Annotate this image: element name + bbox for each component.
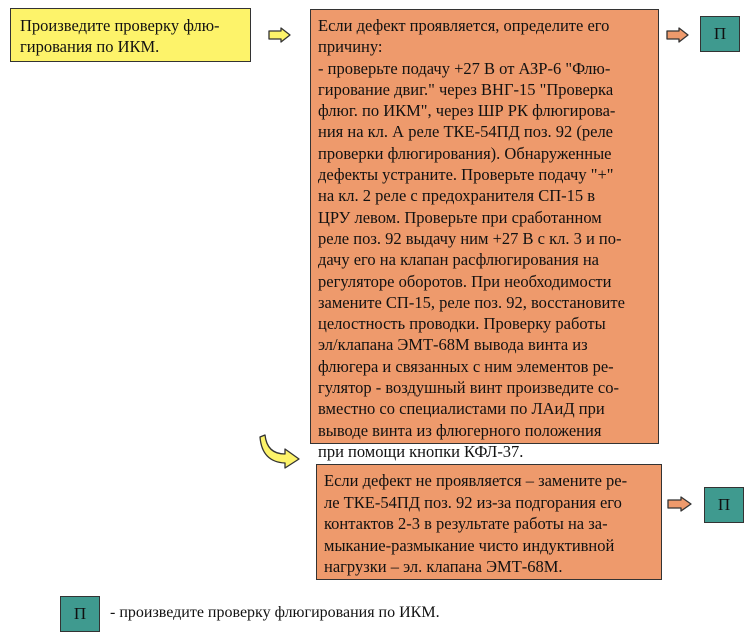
legend-symbol-label: П xyxy=(73,604,87,623)
terminal-bottom-box xyxy=(704,487,744,523)
terminal-top-label: П xyxy=(713,24,727,43)
legend-symbol-box xyxy=(60,596,100,632)
step-check-text: Произведите проверку флю- гирования по ИКМ. xyxy=(20,16,220,56)
defect-present-text: Если дефект проявляется, определите его причину: - проверьте подачу +27 В от АЗР-6 "Флю- гирование двиг." через ВНГ-15 "Проверка флюг. по ИКМ", через ШР РК флюгирова- ния на кл. А реле ТКЕ-54ПД поз. 92 (реле проверки флюгирования). Обнаруженные дефекты устраните. Проверьте подачу "+" на кл. 2 реле с предохранителя СП-15 в ЦРУ левом. Проверьте при сработанном реле поз. 92 выдачу ним +27 В с кл. 3 и по- дачу его на клапан расфлюгирования на регуляторе оборотов. При необходимости замените СП-15, реле поз. 92, восстановите целостность проводки. Проверку работы эл/клапана ЭМТ-68М вывода винта из флюгера и связанных с ним элементов ре- гулятор - воздушный винт произведите со- вместно со специалистами по ЛАиД при выводе винта из флюгерного положения при помощи кнопки КФЛ-37. xyxy=(318,16,625,461)
right-arrow-icon xyxy=(268,27,292,43)
right-arrow-icon xyxy=(666,27,690,43)
curved-down-right-arrow-icon xyxy=(258,432,300,470)
step-check-box xyxy=(10,8,251,62)
defect-absent-text: Если дефект не проявляется – замените ре- ле ТКЕ-54ПД поз. 92 из-за подгорания его контактов 2-3 в результате работы на за- мыкание-размыкание чисто индуктивной нагрузки – эл. клапана ЭМТ-68М. xyxy=(324,471,628,576)
legend-text: - произведите проверку флюгирования по ИКМ. xyxy=(110,604,440,621)
terminal-bottom-label: П xyxy=(717,495,731,514)
defect-absent-box xyxy=(316,464,662,580)
defect-present-box xyxy=(310,9,659,461)
terminal-top-box xyxy=(700,16,740,52)
right-arrow-icon xyxy=(667,496,693,512)
